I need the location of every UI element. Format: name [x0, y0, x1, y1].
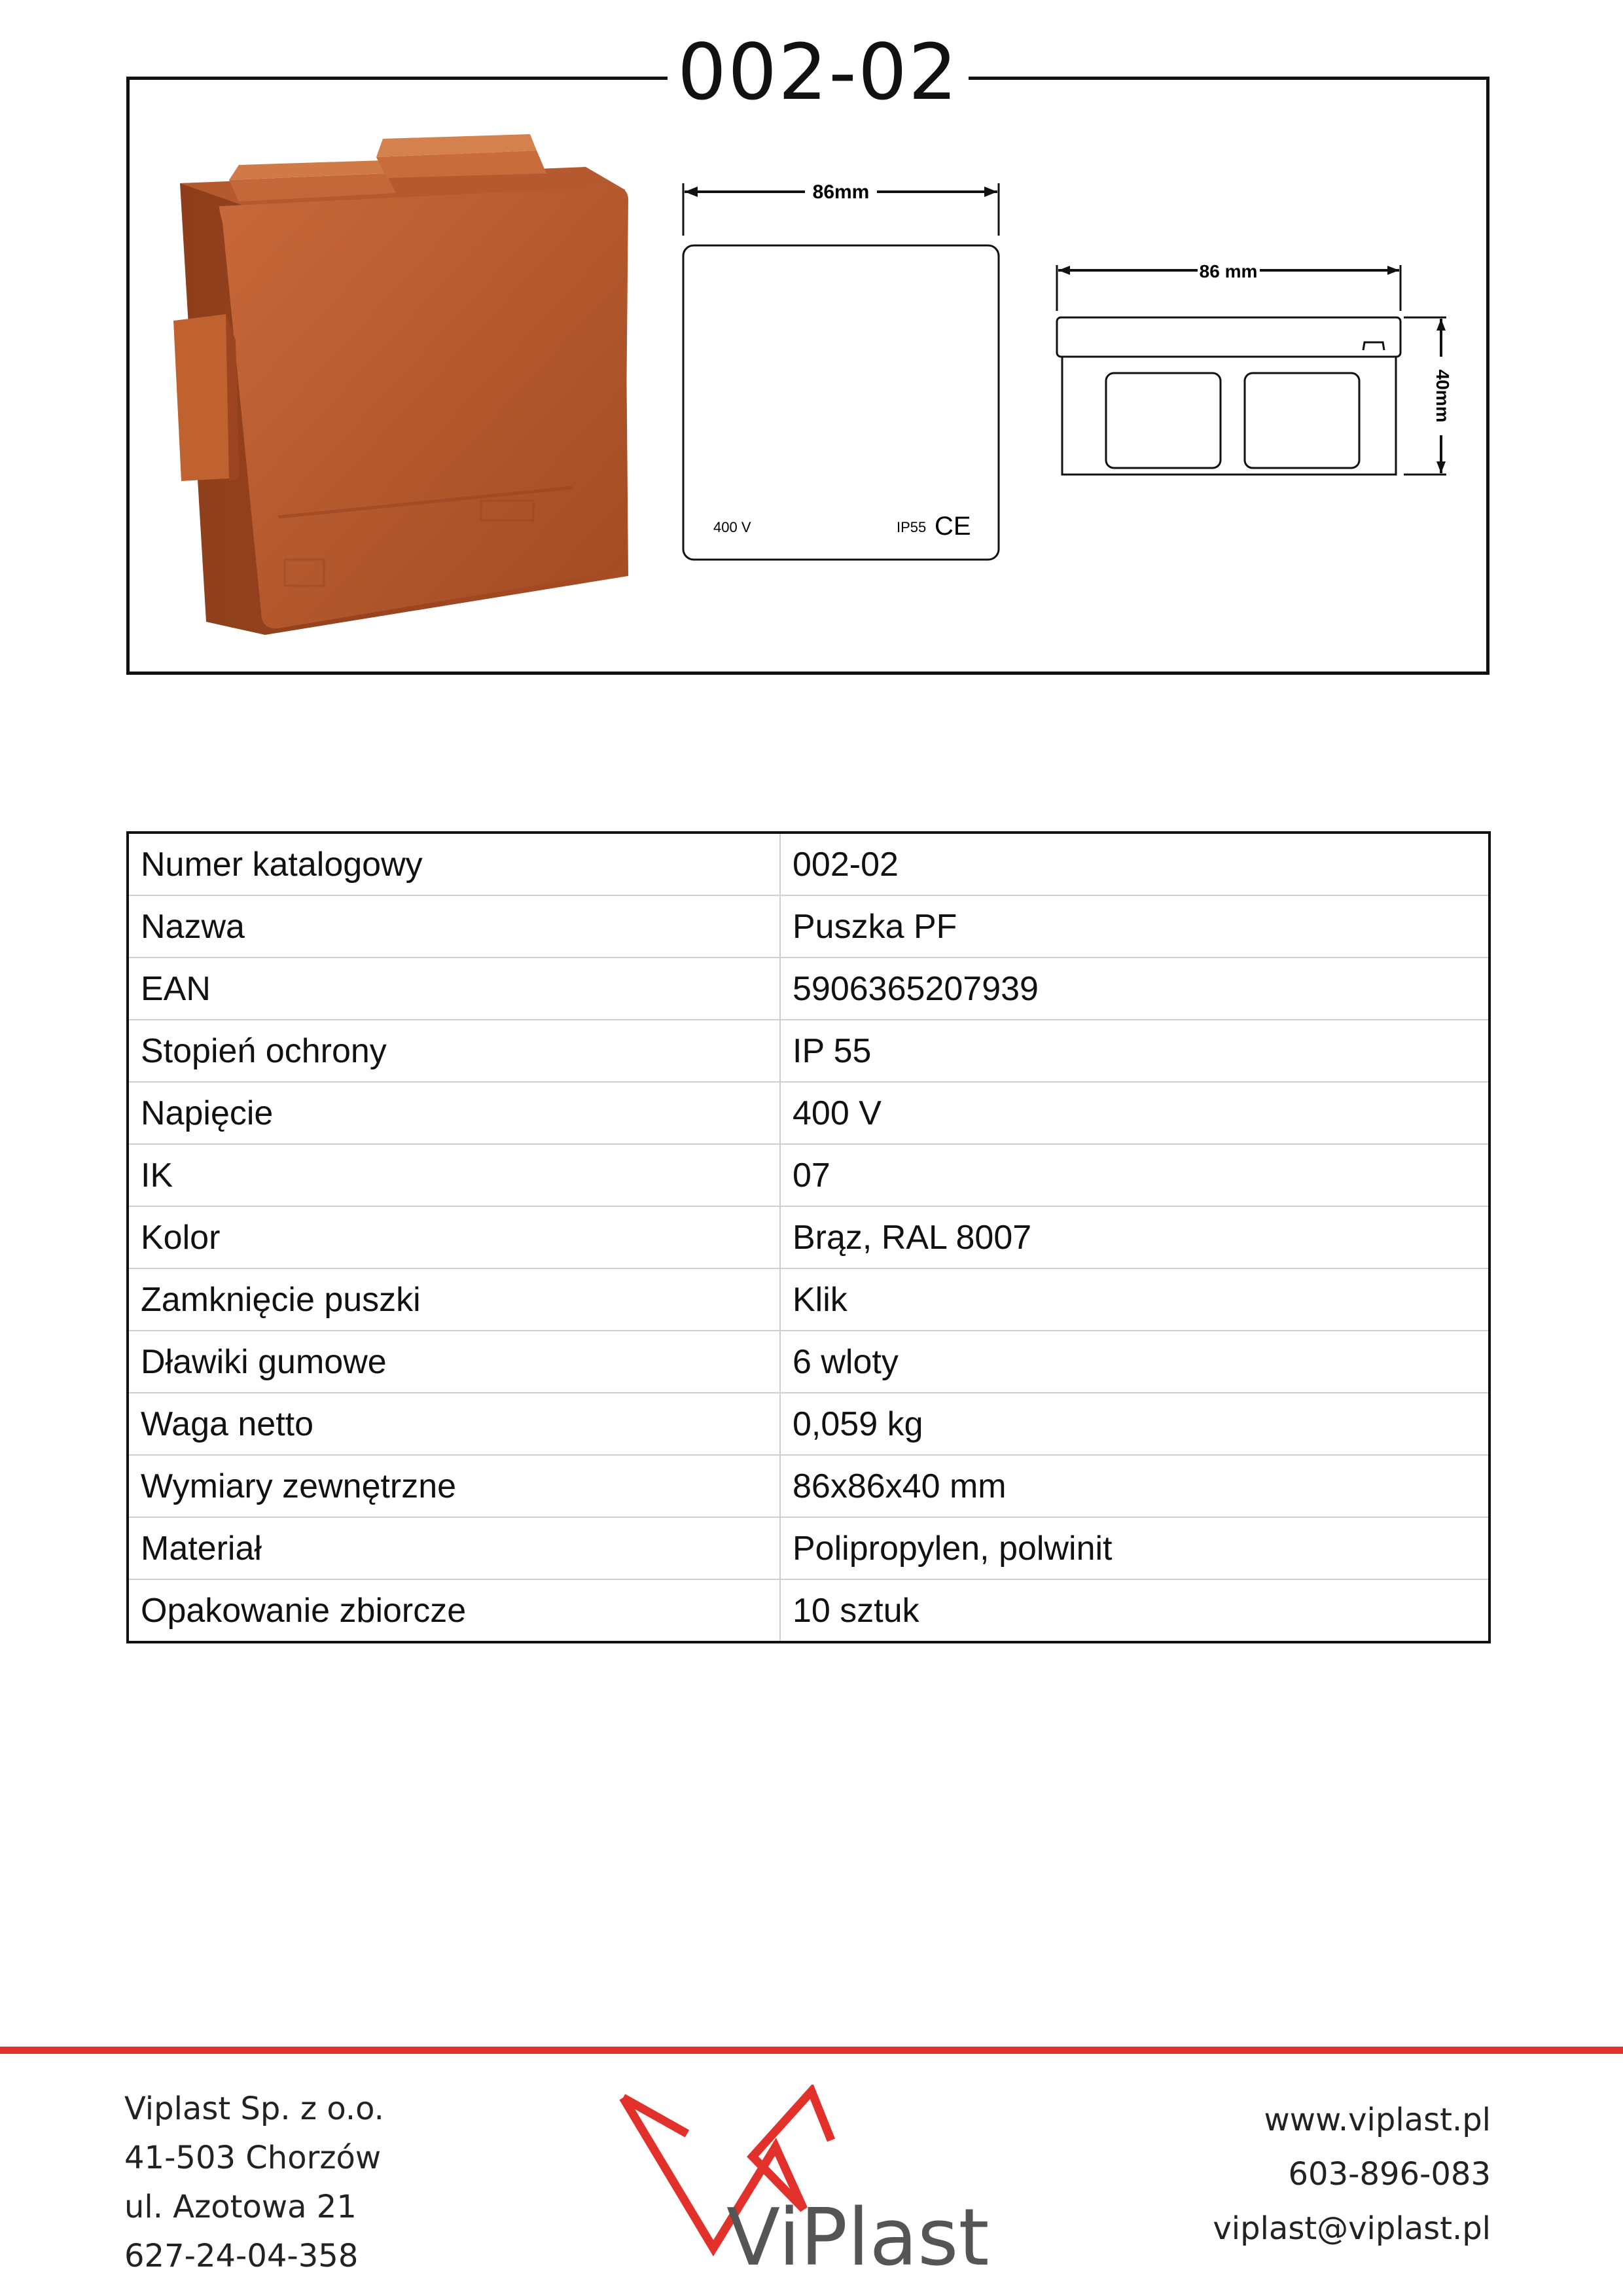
spec-row	[128, 1144, 1489, 1206]
side-height-label: 40mm	[1433, 369, 1453, 423]
spec-label: Kolor	[128, 1206, 780, 1268]
spec-value: Klik	[780, 1268, 1489, 1331]
spec-value: 10 sztuk	[780, 1579, 1489, 1642]
spec-row	[128, 1517, 1489, 1579]
front-voltage-label: 400 V	[713, 519, 751, 535]
specs-table	[126, 831, 1491, 1643]
spec-value: 5906365207939	[780, 958, 1489, 1020]
spec-row	[128, 1393, 1489, 1455]
company-name: Viplast Sp. z o.o.	[124, 2090, 384, 2127]
title-container	[668, 26, 969, 118]
spec-label: Opakowanie zbiorcze	[128, 1579, 780, 1642]
website-link[interactable]: www.viplast.pl	[1264, 2102, 1491, 2138]
spec-label: Numer katalogowy	[128, 833, 780, 895]
footer-divider	[0, 2047, 1623, 2054]
spec-label: Zamknięcie puszki	[128, 1268, 780, 1331]
spec-label: Napięcie	[128, 1082, 780, 1144]
spec-value: 07	[780, 1144, 1489, 1206]
spec-row	[128, 1331, 1489, 1393]
spec-label: Stopień ochrony	[128, 1020, 780, 1082]
spec-value: Brąz, RAL 8007	[780, 1206, 1489, 1268]
product-photo	[167, 124, 638, 641]
spec-value: Polipropylen, polwinit	[780, 1517, 1489, 1579]
spec-value: IP 55	[780, 1020, 1489, 1082]
spec-row	[128, 1455, 1489, 1517]
side-width-label: 86 mm	[1199, 261, 1258, 281]
spec-label: Nazwa	[128, 895, 780, 958]
side-view-drawing	[1050, 259, 1463, 494]
company-street: ul. Azotowa 21	[124, 2189, 357, 2225]
spec-row	[128, 1020, 1489, 1082]
company-city: 41-503 Chorzów	[124, 2140, 382, 2176]
front-width-label: 86mm	[812, 181, 870, 203]
spec-row	[128, 895, 1489, 958]
spec-label: Wymiary zewnętrzne	[128, 1455, 780, 1517]
spec-row	[128, 958, 1489, 1020]
spec-value: 400 V	[780, 1082, 1489, 1144]
spec-label: IK	[128, 1144, 780, 1206]
spec-label: EAN	[128, 958, 780, 1020]
email-link[interactable]: viplast@viplast.pl	[1213, 2210, 1491, 2247]
spec-label: Waga netto	[128, 1393, 780, 1455]
front-ip-label: IP55	[897, 519, 927, 535]
spec-value: 86x86x40 mm	[780, 1455, 1489, 1517]
spec-value: 0,059 kg	[780, 1393, 1489, 1455]
viplast-logo	[615, 2085, 995, 2274]
specs-body	[128, 833, 1489, 1642]
spec-value: Puszka PF	[780, 895, 1489, 958]
spec-label: Dławiki gumowe	[128, 1331, 780, 1393]
front-view-drawing	[674, 173, 1014, 566]
spec-row	[128, 1579, 1489, 1642]
spec-row	[128, 1268, 1489, 1331]
company-contact	[1213, 2093, 1491, 2256]
company-address	[124, 2085, 384, 2281]
company-tax-id: 627-24-04-358	[124, 2238, 359, 2274]
ce-mark: CE	[935, 512, 971, 541]
spec-row	[128, 1082, 1489, 1144]
product-title: 002-02	[677, 27, 959, 117]
spec-row	[128, 1206, 1489, 1268]
spec-row	[128, 833, 1489, 895]
spec-value: 002-02	[780, 833, 1489, 895]
phone-number[interactable]: 603-896-083	[1288, 2156, 1491, 2193]
spec-label: Materiał	[128, 1517, 780, 1579]
logo-text: ViPlast	[726, 2193, 990, 2274]
spec-value: 6 wloty	[780, 1331, 1489, 1393]
